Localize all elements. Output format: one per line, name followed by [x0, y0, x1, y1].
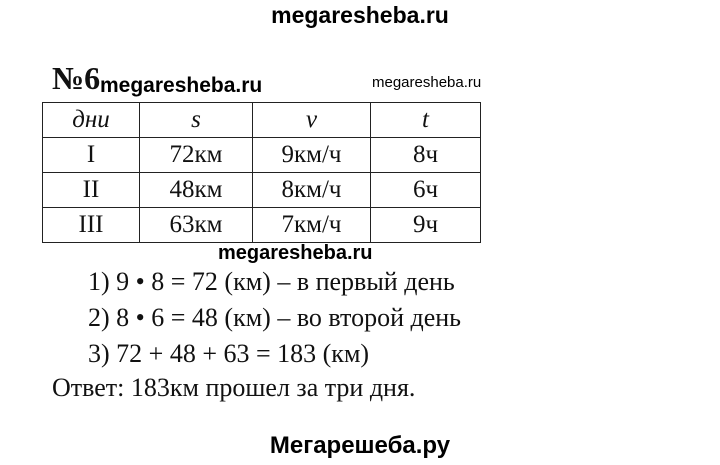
header-speed: v — [253, 103, 371, 138]
table-cell: 8ч — [371, 138, 481, 173]
table-cell: 6ч — [371, 173, 481, 208]
watermark-mid: megaresheba.ru — [100, 74, 263, 97]
table-cell: I — [43, 138, 140, 173]
table-row — [43, 138, 481, 173]
table-cell: III — [43, 208, 140, 243]
watermark-table: megaresheba.ru — [218, 242, 373, 264]
answer-text: Ответ: 183км прошел за три дня. — [52, 373, 416, 402]
table-cell: 8км/ч — [253, 173, 371, 208]
table-cell: 9км/ч — [253, 138, 371, 173]
watermark-small: megaresheba.ru — [372, 74, 482, 91]
watermark-top: megaresheba.ru — [271, 2, 449, 28]
header-distance: s — [140, 103, 253, 138]
task-number: №6 — [52, 60, 101, 96]
data-table — [42, 102, 481, 243]
header-days: дни — [43, 103, 140, 138]
solution-step-2: 2) 8 • 6 = 48 (км) – во второй день — [88, 303, 462, 332]
table-cell: 63км — [140, 208, 253, 243]
solution-step-3: 3) 72 + 48 + 63 = 183 (км) — [88, 339, 370, 368]
table-cell: 72км — [140, 138, 253, 173]
header-time: t — [371, 103, 481, 138]
table-header-row — [43, 103, 481, 138]
table-row — [43, 173, 481, 208]
solution-step-1: 1) 9 • 8 = 72 (км) – в первый день — [88, 267, 455, 296]
table-cell: 9ч — [371, 208, 481, 243]
table-cell: 48км — [140, 173, 253, 208]
table-cell: II — [43, 173, 140, 208]
table-cell: 7км/ч — [253, 208, 371, 243]
table-row — [43, 208, 481, 243]
watermark-bottom: Мегарешеба.ру — [269, 432, 451, 459]
